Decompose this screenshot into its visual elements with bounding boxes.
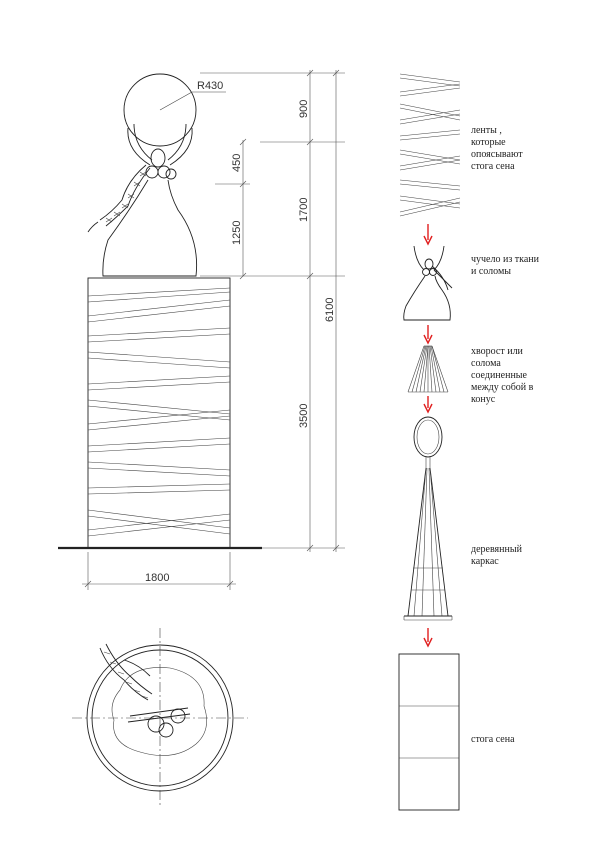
plan-view bbox=[72, 628, 248, 806]
component-brushwood-cone bbox=[408, 346, 448, 392]
arrow-down-icon bbox=[424, 628, 432, 646]
dim-1700: 1700 bbox=[298, 197, 310, 222]
dim-6100: 6100 bbox=[324, 297, 336, 322]
radius-label: R430 bbox=[197, 80, 224, 92]
component-scarecrow bbox=[404, 246, 452, 320]
dim-1250: 1250 bbox=[231, 220, 243, 245]
component-ribbons bbox=[400, 74, 460, 216]
arrow-down-icon bbox=[424, 224, 432, 244]
label-scarecrow: чучело из ткани и соломы bbox=[471, 254, 540, 277]
dim-900: 900 bbox=[298, 99, 310, 118]
component-wooden-frame bbox=[404, 417, 452, 620]
dim-450: 450 bbox=[231, 153, 243, 172]
width-label: 1800 bbox=[145, 572, 170, 584]
dim-3500: 3500 bbox=[298, 403, 310, 428]
arrow-down-icon bbox=[424, 396, 432, 412]
label-haystack: стога сена bbox=[471, 734, 515, 745]
haystack-body bbox=[58, 278, 262, 548]
front-elevation bbox=[58, 74, 262, 590]
label-ribbons: ленты , которые опоясывают стога сена bbox=[471, 125, 523, 172]
component-haystack bbox=[399, 654, 459, 810]
scarecrow-figure bbox=[88, 124, 197, 276]
arrow-down-icon bbox=[424, 325, 432, 343]
label-wooden-frame: деревянный каркас bbox=[471, 544, 522, 567]
height-dimensions bbox=[200, 70, 345, 552]
label-brushwood-cone: хворост или солома соединенные между собой в конус bbox=[471, 346, 534, 405]
width-dimension bbox=[82, 552, 236, 590]
